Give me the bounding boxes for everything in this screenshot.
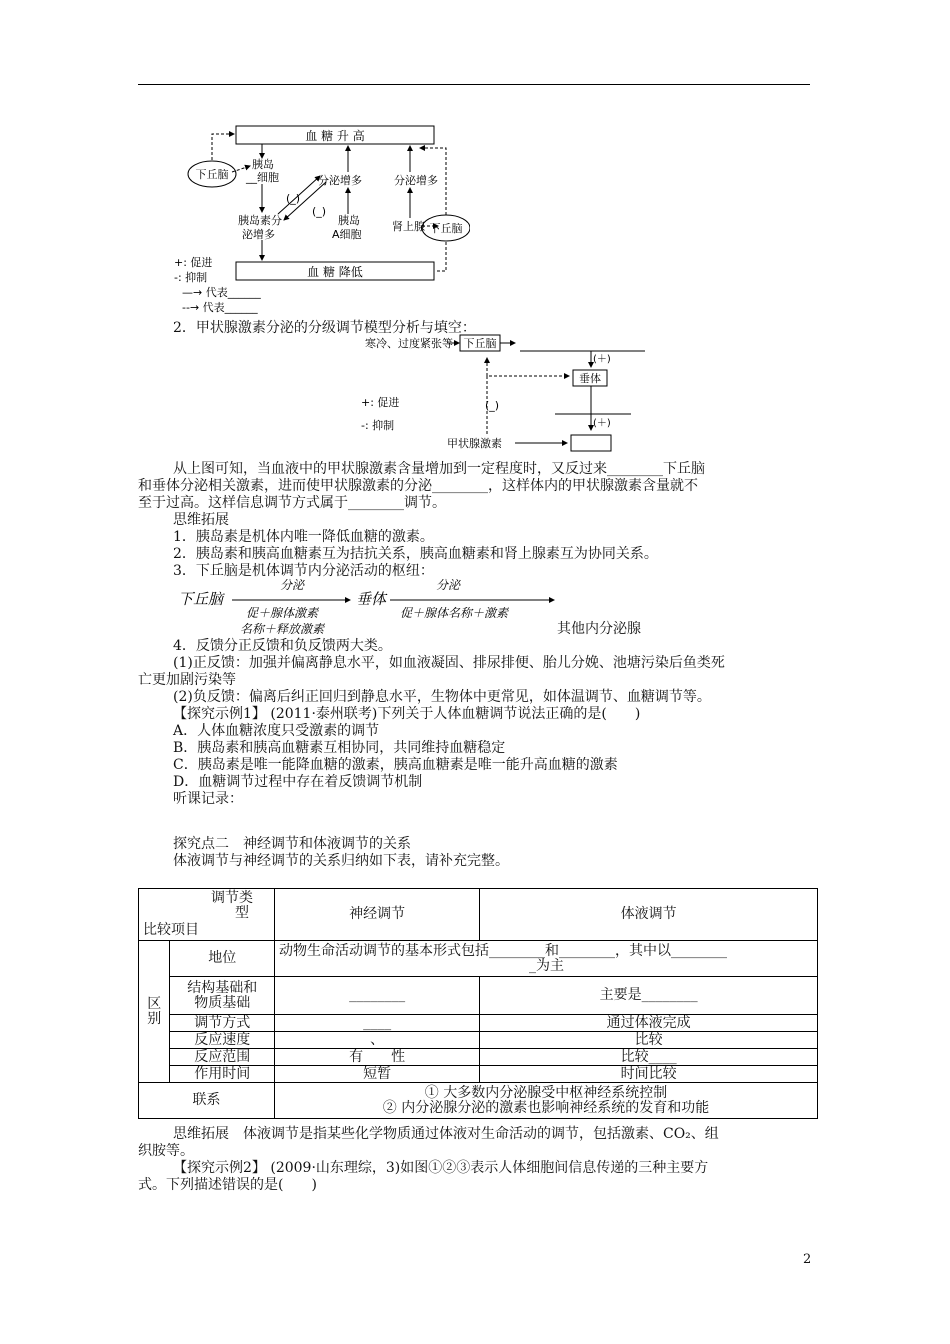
hw-below-1: 名称＋释放激素 [240, 622, 325, 636]
islet-cell-label-2: __细胞 [246, 171, 279, 184]
hypothalamus-label-right: 下丘脑 [429, 222, 463, 235]
header-type-line-1: 调节类 [211, 890, 253, 906]
paren-blank-3: (_) [485, 399, 500, 412]
row-range-neural: 有 性 [275, 1049, 480, 1066]
row-mode-neural: ____ [275, 1015, 480, 1032]
thinking2-line-1: 思维拓展 体液调节是指某些化学物质通过体液对生命活动的调节，包括激素、CO₂、组 [173, 1126, 719, 1142]
example2-line-1: 【探究示例2】 (2009·山东理综，3)如图①②③表示人体细胞间信息传递的三种主要方 [173, 1160, 709, 1176]
relation-label: 联系 [139, 1083, 275, 1119]
secretion-increase-2: 分泌增多 [394, 174, 438, 187]
legend-inhibit-2: -: 抑制 [361, 419, 395, 432]
legend-solid-line: —→ 代表______ [182, 286, 261, 299]
hw-above-2: 促＋腺体名称＋激素 [400, 606, 509, 620]
thinking-title-1: 思维拓展 [173, 512, 229, 528]
header-item-label: 比较项目 [143, 922, 199, 938]
secretion-increase-1: 分泌增多 [318, 174, 362, 187]
row-duration-humoral: 时间比较 [480, 1066, 818, 1083]
islet-cell-label-1: 胰岛 [252, 158, 274, 171]
stimulus-label: 寒冷、过度紧张等 [365, 337, 453, 350]
row-basis-label [170, 977, 275, 1015]
relation-content [275, 1083, 818, 1119]
example1-option-b: B．胰岛素和胰高血糖素互相协同，共同维持血糖稳定 [173, 740, 506, 756]
insulin-label-2: 泌增多 [242, 228, 275, 241]
row-duration-neural: 短暂 [275, 1066, 480, 1083]
feedback-line-4: (2)负反馈：偏离后纠正回归到静息水平，生物体中更常见，如体温调节、血糖调节等。 [173, 689, 711, 705]
hierarchy-sketch [170, 576, 570, 638]
para1-line2: 和垂体分泌相关激素，进而使甲状腺激素的分泌________，这样体内的甲状腺激素含量就不 [138, 478, 698, 494]
row-basis-humoral: 主要是________ [480, 977, 818, 1015]
hw-secrete-2: 分泌 [436, 578, 461, 592]
hw-pituitary: 垂体 [356, 590, 387, 608]
hw-hypothalamus: 下丘脑 [178, 590, 224, 608]
pituitary-box-label: 垂体 [579, 372, 601, 385]
difference-char-2: 别 [147, 1010, 162, 1027]
relation-line-2: ② 内分泌腺分泌的激素也影响神经系统的发育和功能 [382, 1099, 710, 1116]
hypothalamus-label-left: 下丘脑 [195, 168, 229, 181]
row-basis-neural: ________ [275, 977, 480, 1015]
row-range-humoral: 比较____ [480, 1049, 818, 1066]
adrenal-label: 肾上腺 [392, 220, 425, 233]
row-status-content [275, 941, 818, 977]
legend-dashed-line: --→ 代表______ [182, 301, 258, 314]
para1-line1: 从上图可知，当血液中的甲状腺激素含量增加到一定程度时，又反过来________下丘脑 [173, 461, 705, 477]
feedback-line-1: 4．反馈分正反馈和负反馈两大类。 [173, 638, 392, 654]
thinking2-line-2: 织胺等。 [138, 1143, 194, 1159]
header-rule [138, 84, 810, 85]
relation-line-1: ① 大多数内分泌腺受中枢神经系统控制 [424, 1084, 668, 1101]
glucose-high-label: 血 糖 升 高 [305, 129, 365, 143]
other-glands: 其他内分泌腺 [557, 621, 641, 637]
blood-glucose-diagram [170, 118, 470, 318]
para1-line3: 至于过高。这样信息调节方式属于________调节。 [138, 495, 446, 511]
legend-promote-1: +: 促进 [174, 256, 213, 269]
example1-notes: 听课记录： [173, 791, 243, 807]
row-mode-label: 调节方式 [170, 1015, 275, 1032]
example2-line-2: 式。下列描述错误的是( ) [138, 1177, 317, 1193]
section-2-title: 2．甲状腺激素分泌的分级调节模型分析与填空： [173, 320, 476, 336]
legend-inhibit-1: -: 抑制 [174, 271, 208, 284]
islet-a-label-2: A细胞 [332, 228, 362, 241]
paren-blank-2: (_) [312, 205, 327, 218]
row-basis-label-1: 结构基础和 [187, 979, 258, 996]
hw-secrete-1: 分泌 [280, 578, 305, 592]
row-status-line-2: _为主 [529, 957, 564, 974]
example1-stem: 【探究示例1】 (2011·泰州联考)下列关于人体血糖调节说法正确的是( ) [173, 706, 641, 722]
difference-cell [139, 941, 170, 1083]
insulin-label-1: 胰岛素分 [238, 214, 282, 227]
hw-above-1: 促＋腺体激素 [246, 606, 319, 620]
page-number: 2 [803, 1252, 812, 1267]
glucose-low-label: 血 糖 降低 [307, 265, 363, 279]
thinking-item-2: 2．胰岛素和胰高血糖素互为拮抗关系，胰高血糖素和肾上腺素互为协同关系。 [173, 546, 658, 562]
row-mode-humoral: 通过体液完成 [480, 1015, 818, 1032]
row-speed-neural: 、 [275, 1032, 480, 1049]
difference-char-1: 区 [147, 995, 162, 1012]
islet-a-label-1: 胰岛 [338, 214, 360, 227]
paren-blank-1: (_) [286, 192, 301, 205]
header-humoral: 体液调节 [480, 889, 818, 941]
example1-option-c: C．胰岛素是唯一能降血糖的激素，胰高血糖素是唯一能升高血糖的激素 [173, 757, 618, 773]
feedback-line-3: 亡更加剧污染等 [138, 672, 236, 688]
thyroid-box [571, 435, 611, 451]
row-duration-label: 作用时间 [170, 1066, 275, 1083]
row-status-label: 地位 [170, 941, 275, 977]
thinking-item-3: 3．下丘脑是机体调节内分泌活动的枢纽： [173, 563, 434, 579]
example1-option-a: A．人体血糖浓度只受激素的调节 [173, 723, 380, 739]
section-point2-intro: 体液调节与神经调节的关系归纳如下表，请补充完整。 [173, 853, 509, 869]
example1-option-d: D．血糖调节过程中存在着反馈调节机制 [173, 774, 423, 790]
table-corner-cell [139, 889, 275, 941]
thinking-item-1: 1．胰岛素是机体内唯一降低血糖的激素。 [173, 529, 434, 545]
header-type-line-2: 型 [235, 905, 249, 921]
feedback-line-2: (1)正反馈：加强并偏离静息水平，如血液凝固、排尿排便、胎儿分娩、池塘污染后鱼类死 [173, 655, 725, 671]
row-basis-label-2: 物质基础 [194, 994, 251, 1011]
row-speed-humoral: 比较 [480, 1032, 818, 1049]
hypothalamus-box-label: 下丘脑 [463, 337, 497, 350]
legend-promote-2: +: 促进 [361, 396, 400, 409]
section-point2-title: 探究点二 神经调节和体液调节的关系 [173, 836, 411, 852]
row-speed-label: 反应速度 [170, 1032, 275, 1049]
header-neural: 神经调节 [275, 889, 480, 941]
row-range-label: 反应范围 [170, 1049, 275, 1066]
thyroid-hormone-label: 甲状腺激素 [447, 437, 502, 450]
thyroid-regulation-diagram [355, 334, 655, 458]
plus-label-1: (＋) [593, 354, 611, 365]
row-status-line-1: 动物生命活动调节的基本形式包括________和________，其中以________ [279, 942, 727, 959]
comparison-table [138, 888, 818, 1119]
plus-label-2: (＋) [593, 418, 611, 429]
